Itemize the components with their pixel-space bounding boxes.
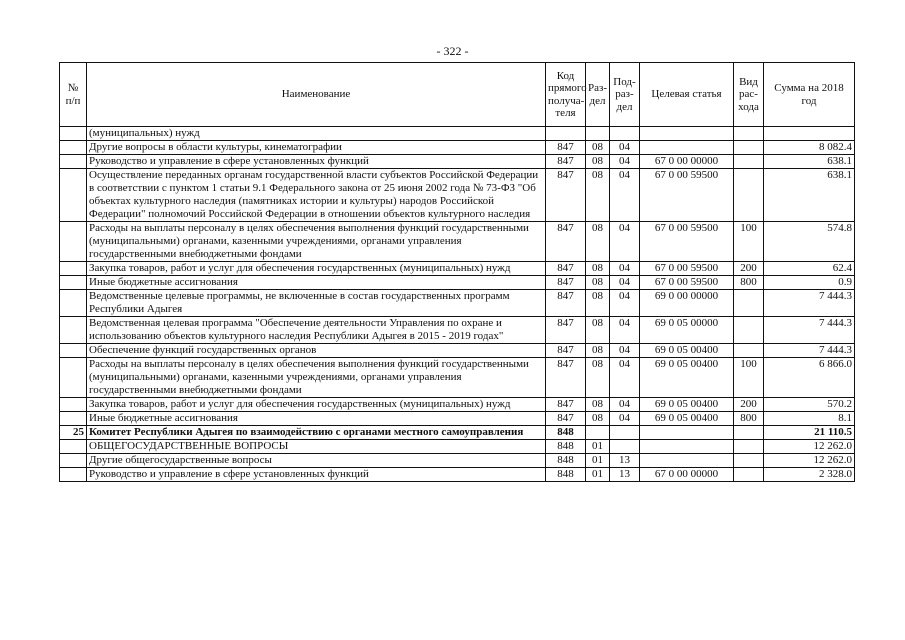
cell-subsection: 04 (610, 344, 640, 358)
cell-name: Расходы на выплаты персоналу в целях обеспечения выполнения функций государственными (муниципальными) органами, казенными учреждениями, органами управления государственными внебюджетными фондами (87, 222, 546, 262)
cell-code: 847 (546, 290, 586, 317)
header-name: Наименование (87, 63, 546, 127)
header-code: Код прямого получа-теля (546, 63, 586, 127)
cell-sum: 2 328.0 (764, 468, 855, 482)
cell-sum: 638.1 (764, 169, 855, 222)
header-no: № п/п (60, 63, 87, 127)
cell-no (60, 290, 87, 317)
cell-section: 08 (586, 344, 610, 358)
header-subsection: Под-раз-дел (610, 63, 640, 127)
cell-target (640, 426, 734, 440)
cell-name: Другие вопросы в области культуры, кинематографии (87, 141, 546, 155)
cell-section: 01 (586, 454, 610, 468)
cell-section: 08 (586, 155, 610, 169)
cell-no (60, 141, 87, 155)
cell-section: 08 (586, 141, 610, 155)
cell-name: ОБЩЕГОСУДАРСТВЕННЫЕ ВОПРОСЫ (87, 440, 546, 454)
cell-subsection: 04 (610, 398, 640, 412)
cell-section: 08 (586, 262, 610, 276)
cell-subsection: 04 (610, 358, 640, 398)
cell-code: 848 (546, 426, 586, 440)
cell-code: 848 (546, 440, 586, 454)
cell-target: 69 0 05 00400 (640, 412, 734, 426)
cell-code: 848 (546, 454, 586, 468)
table-row (60, 276, 855, 290)
cell-section: 01 (586, 468, 610, 482)
cell-subsection: 04 (610, 317, 640, 344)
table-row (60, 317, 855, 344)
cell-sum: 0.9 (764, 276, 855, 290)
cell-code: 847 (546, 358, 586, 398)
cell-name: Закупка товаров, работ и услуг для обеспечения государственных (муниципальных) нужд (87, 398, 546, 412)
cell-target (640, 127, 734, 141)
cell-name: Другие общегосударственные вопросы (87, 454, 546, 468)
table-row (60, 440, 855, 454)
cell-kind: 100 (734, 222, 764, 262)
cell-section: 08 (586, 412, 610, 426)
table-body (60, 127, 855, 482)
cell-section: 08 (586, 317, 610, 344)
cell-kind: 100 (734, 358, 764, 398)
cell-kind: 200 (734, 398, 764, 412)
cell-sum: 570.2 (764, 398, 855, 412)
cell-subsection: 04 (610, 141, 640, 155)
cell-name: Руководство и управление в сфере установленных функций (87, 155, 546, 169)
cell-kind: 200 (734, 262, 764, 276)
cell-section: 08 (586, 169, 610, 222)
table-row (60, 141, 855, 155)
cell-kind (734, 454, 764, 468)
cell-code: 848 (546, 468, 586, 482)
table-row (60, 412, 855, 426)
cell-sum: 62.4 (764, 262, 855, 276)
cell-sum (764, 127, 855, 141)
table-row (60, 262, 855, 276)
cell-subsection: 04 (610, 262, 640, 276)
cell-kind (734, 290, 764, 317)
cell-section: 08 (586, 358, 610, 398)
cell-sum: 7 444.3 (764, 317, 855, 344)
cell-name: Закупка товаров, работ и услуг для обеспечения государственных (муниципальных) нужд (87, 262, 546, 276)
cell-sum: 12 262.0 (764, 454, 855, 468)
cell-subsection: 04 (610, 169, 640, 222)
cell-sum: 7 444.3 (764, 290, 855, 317)
cell-kind (734, 169, 764, 222)
cell-subsection: 13 (610, 454, 640, 468)
cell-subsection (610, 440, 640, 454)
cell-sum: 12 262.0 (764, 440, 855, 454)
cell-no (60, 454, 87, 468)
table-row (60, 222, 855, 262)
cell-target: 67 0 00 59500 (640, 262, 734, 276)
cell-kind (734, 440, 764, 454)
cell-sum: 638.1 (764, 155, 855, 169)
cell-kind (734, 426, 764, 440)
cell-code: 847 (546, 276, 586, 290)
cell-name: Комитет Республики Адыгея по взаимодействию с органами местного самоуправления (87, 426, 546, 440)
cell-code: 847 (546, 169, 586, 222)
cell-subsection: 04 (610, 412, 640, 426)
cell-name: (муниципальных) нужд (87, 127, 546, 141)
cell-code: 847 (546, 141, 586, 155)
cell-no (60, 222, 87, 262)
cell-no (60, 262, 87, 276)
cell-sum: 8.1 (764, 412, 855, 426)
table-row (60, 358, 855, 398)
cell-no (60, 440, 87, 454)
cell-code: 847 (546, 344, 586, 358)
cell-target: 69 0 05 00400 (640, 344, 734, 358)
cell-code: 847 (546, 155, 586, 169)
cell-no (60, 276, 87, 290)
cell-subsection (610, 426, 640, 440)
cell-target: 67 0 00 59500 (640, 169, 734, 222)
cell-target: 67 0 00 00000 (640, 468, 734, 482)
cell-target: 67 0 00 59500 (640, 276, 734, 290)
cell-sum: 8 082.4 (764, 141, 855, 155)
cell-kind (734, 344, 764, 358)
cell-section (586, 426, 610, 440)
cell-sum: 6 866.0 (764, 358, 855, 398)
cell-kind: 800 (734, 412, 764, 426)
cell-kind: 800 (734, 276, 764, 290)
cell-sum: 574.8 (764, 222, 855, 262)
cell-target: 67 0 00 00000 (640, 155, 734, 169)
cell-kind (734, 127, 764, 141)
cell-no (60, 127, 87, 141)
cell-code: 847 (546, 222, 586, 262)
cell-subsection: 13 (610, 468, 640, 482)
cell-name: Руководство и управление в сфере установленных функций (87, 468, 546, 482)
cell-name: Иные бюджетные ассигнования (87, 412, 546, 426)
cell-subsection: 04 (610, 155, 640, 169)
budget-table (59, 62, 855, 482)
cell-name: Обеспечение функций государственных органов (87, 344, 546, 358)
cell-no (60, 468, 87, 482)
cell-target: 69 0 05 00400 (640, 358, 734, 398)
cell-code (546, 127, 586, 141)
table-row (60, 454, 855, 468)
cell-section: 08 (586, 276, 610, 290)
cell-code: 847 (546, 398, 586, 412)
header-kind: Вид рас-хода (734, 63, 764, 127)
cell-code: 847 (546, 317, 586, 344)
cell-code: 847 (546, 412, 586, 426)
cell-subsection: 04 (610, 222, 640, 262)
cell-name: Расходы на выплаты персоналу в целях обеспечения выполнения функций государственными (муниципальными) органами, казенными учреждениями, органами управления государственными внебюджетными фондами (87, 358, 546, 398)
cell-kind (734, 141, 764, 155)
cell-name: Иные бюджетные ассигнования (87, 276, 546, 290)
cell-code: 847 (546, 262, 586, 276)
cell-name: Осуществление переданных органам государственной власти субъектов Российской Федерации в соответствии с пунктом 1 статьи 9.1 Федерального закона от 25 июня 2002 года № 73-ФЗ "Об объектах культурного наследия (памятниках истории и культуры) народов Российской Федерации" полномочий Российской Федерации в отношении объектов культурного наследия (87, 169, 546, 222)
cell-section (586, 127, 610, 141)
cell-target: 69 0 00 00000 (640, 290, 734, 317)
cell-target (640, 141, 734, 155)
cell-subsection: 04 (610, 290, 640, 317)
cell-no (60, 398, 87, 412)
cell-subsection (610, 127, 640, 141)
table-row (60, 127, 855, 141)
cell-target (640, 440, 734, 454)
cell-no (60, 412, 87, 426)
cell-kind (734, 468, 764, 482)
table-row (60, 468, 855, 482)
cell-no: 25 (60, 426, 87, 440)
cell-target: 67 0 00 59500 (640, 222, 734, 262)
cell-section: 08 (586, 290, 610, 317)
cell-no (60, 155, 87, 169)
cell-section: 08 (586, 222, 610, 262)
cell-kind (734, 155, 764, 169)
cell-sum: 7 444.3 (764, 344, 855, 358)
table-row (60, 344, 855, 358)
table-row (60, 426, 855, 440)
header-target: Целевая статья (640, 63, 734, 127)
cell-no (60, 358, 87, 398)
page-number: - 322 - (436, 44, 469, 58)
table-row (60, 398, 855, 412)
table-row (60, 169, 855, 222)
table-row (60, 290, 855, 317)
cell-target: 69 0 05 00400 (640, 398, 734, 412)
header-sum: Сумма на 2018 год (764, 63, 855, 127)
cell-no (60, 317, 87, 344)
cell-no (60, 344, 87, 358)
header-section: Раз-дел (586, 63, 610, 127)
cell-sum: 21 110.5 (764, 426, 855, 440)
table-row (60, 155, 855, 169)
cell-name: Ведомственная целевая программа "Обеспечение деятельности Управления по охране и использованию объектов культурного наследия Республики Адыгея в 2015 - 2019 годах" (87, 317, 546, 344)
cell-no (60, 169, 87, 222)
cell-subsection: 04 (610, 276, 640, 290)
cell-target (640, 454, 734, 468)
cell-section: 08 (586, 398, 610, 412)
cell-kind (734, 317, 764, 344)
cell-target: 69 0 05 00000 (640, 317, 734, 344)
cell-section: 01 (586, 440, 610, 454)
cell-name: Ведомственные целевые программы, не включенные в состав государственных программ Республики Адыгея (87, 290, 546, 317)
